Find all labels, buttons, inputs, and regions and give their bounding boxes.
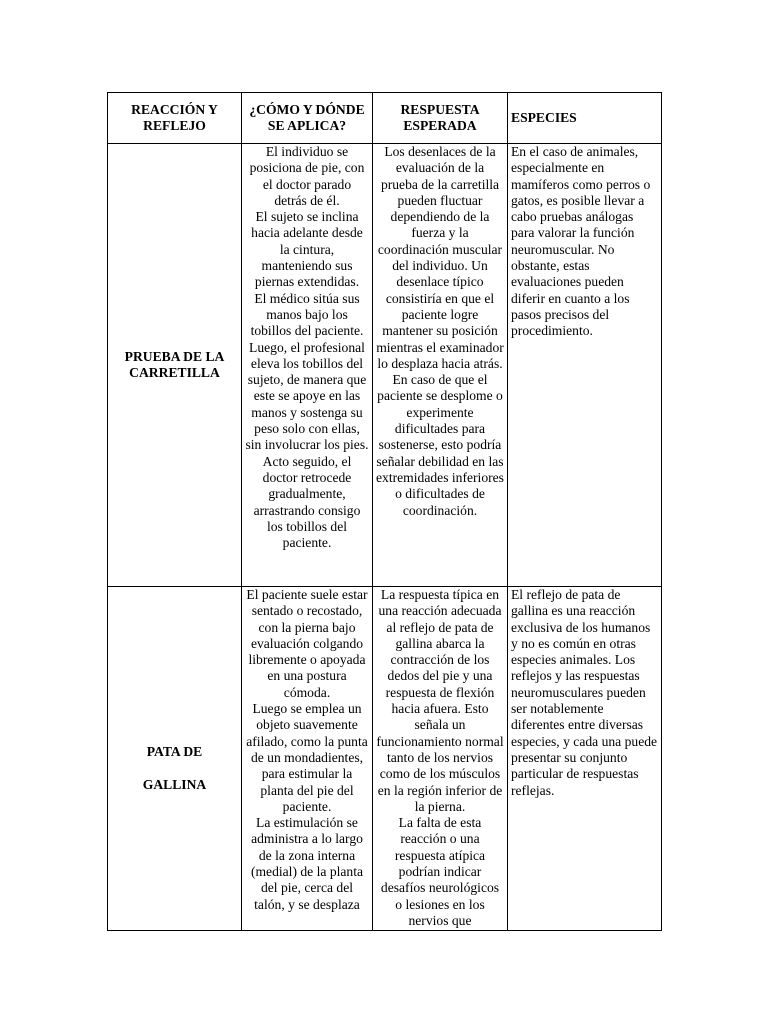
table-row: [108, 144, 662, 587]
row-response: Los desenlaces de la evaluación de la prueba de la carretilla pueden fluctuar dependiendo de la fuerza y la coordinación muscular del individuo. Un desenlace típico consistiría en que el paciente logre mantener su posición mientras el examinador lo desplaza hacia atrás. En caso de que el paciente se desplome o experimente dificultades para sostenerse, esto podría señalar debilidad en las extremidades inferiores o dificultades de coordinación.: [373, 144, 508, 587]
header-reaction: REACCIÓN Y REFLEJO: [108, 93, 242, 144]
row-name-line2: GALLINA: [142, 776, 207, 792]
table-row: [108, 587, 662, 931]
row-species: El reflejo de pata de gallina es una reacción exclusiva de los humanos y no es común en otras especies animales. Los reflejos y las respuestas neuromusculares pueden ser notablemente diferentes entre diversas especies, y cada una puede presentar su conjunto particular de respuestas reflejas.: [508, 587, 662, 931]
row-name-line1: PATA DE: [146, 744, 203, 760]
header-application: ¿CÓMO Y DÓNDE SE APLICA?: [242, 93, 373, 144]
row-name: [108, 587, 242, 931]
header-species: ESPECIES: [508, 93, 662, 144]
reflex-table: [107, 92, 662, 931]
row-application: El individuo se posiciona de pie, con el doctor parado detrás de él. El sujeto se inclina hacia adelante desde la cintura, manteniendo sus piernas extendidas. El médico sitúa sus manos bajo los tobillos del paciente. Luego, el profesional eleva los tobillos del sujeto, de manera que este se apoye en las manos y sostenga su peso solo con ellas, sin involucrar los pies. Acto seguido, el doctor retrocede gradualmente, arrastrando consigo los tobillos del paciente.: [242, 144, 373, 587]
row-species: En el caso de animales, especialmente en mamíferos como perros o gatos, es posible llevar a cabo pruebas análogas para valorar la función neuromuscular. No obstante, estas evaluaciones pueden diferir en cuanto a los pasos precisos del procedimiento.: [508, 144, 662, 587]
header-response: RESPUESTA ESPERADA: [373, 93, 508, 144]
row-name: PRUEBA DE LA CARRETILLA: [108, 144, 242, 587]
row-response: La respuesta típica en una reacción adecuada al reflejo de pata de gallina abarca la contracción de los dedos del pie y una respuesta de flexión hacia afuera. Esto señala un funcionamiento normal tanto de los nervios como de los músculos en la región inferior de la pierna. La falta de esta reacción o una respuesta atípica podrían indicar desafíos neurológicos o lesiones en los nervios que: [373, 587, 508, 931]
table-header-row: [108, 93, 662, 144]
row-application: El paciente suele estar sentado o recostado, con la pierna bajo evaluación colgando libremente o apoyada en una postura cómoda. Luego se emplea un objeto suavemente afilado, como la punta de un mondadientes, para estimular la planta del pie del paciente. La estimulación se administra a lo largo de la zona interna (medial) de la planta del pie, cerca del talón, y se desplaza: [242, 587, 373, 931]
